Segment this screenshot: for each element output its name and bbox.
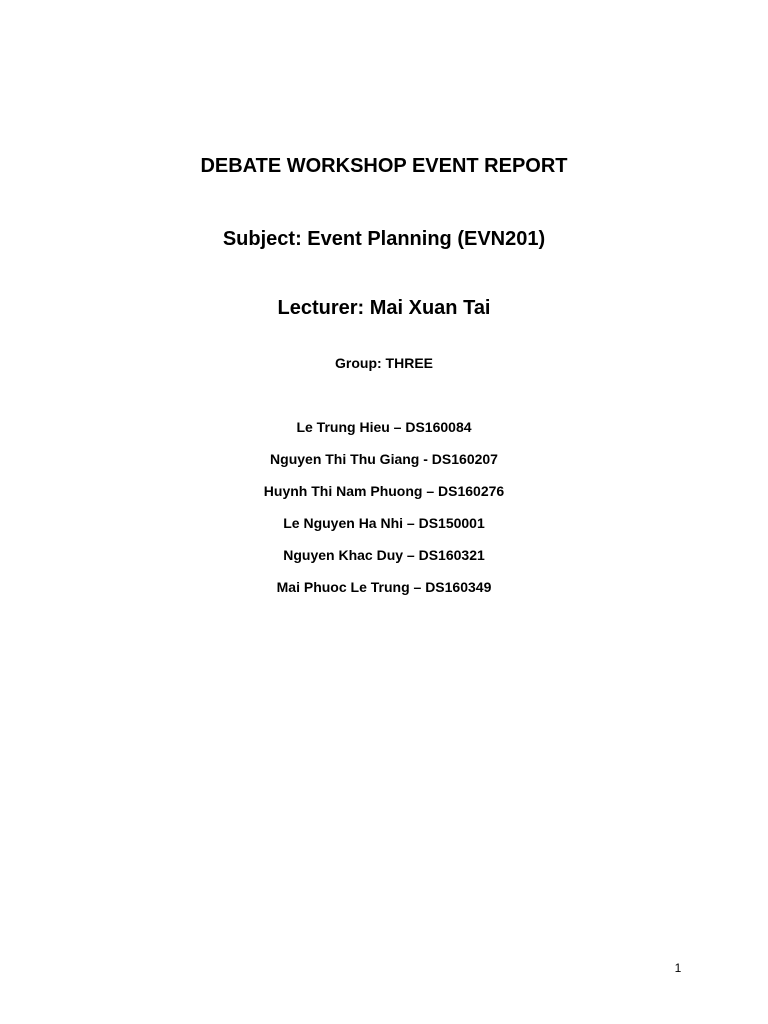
member-item: Huynh Thi Nam Phuong – DS160276 bbox=[263, 483, 505, 499]
member-item: Mai Phuoc Le Trung – DS160349 bbox=[276, 579, 492, 595]
member-item: Nguyen Thi Thu Giang - DS160207 bbox=[270, 451, 498, 467]
member-item: Nguyen Khac Duy – DS160321 bbox=[283, 547, 485, 563]
group-line: Group: THREE bbox=[335, 355, 433, 371]
member-item: Le Nguyen Ha Nhi – DS150001 bbox=[283, 515, 485, 531]
subject-line: Subject: Event Planning (EVN201) bbox=[222, 228, 546, 250]
member-item: Le Trung Hieu – DS160084 bbox=[296, 419, 472, 435]
lecturer-line: Lecturer: Mai Xuan Tai bbox=[277, 297, 491, 319]
member-list bbox=[0, 419, 768, 611]
page-number: 1 bbox=[674, 961, 682, 975]
report-title: DEBATE WORKSHOP EVENT REPORT bbox=[200, 155, 568, 177]
